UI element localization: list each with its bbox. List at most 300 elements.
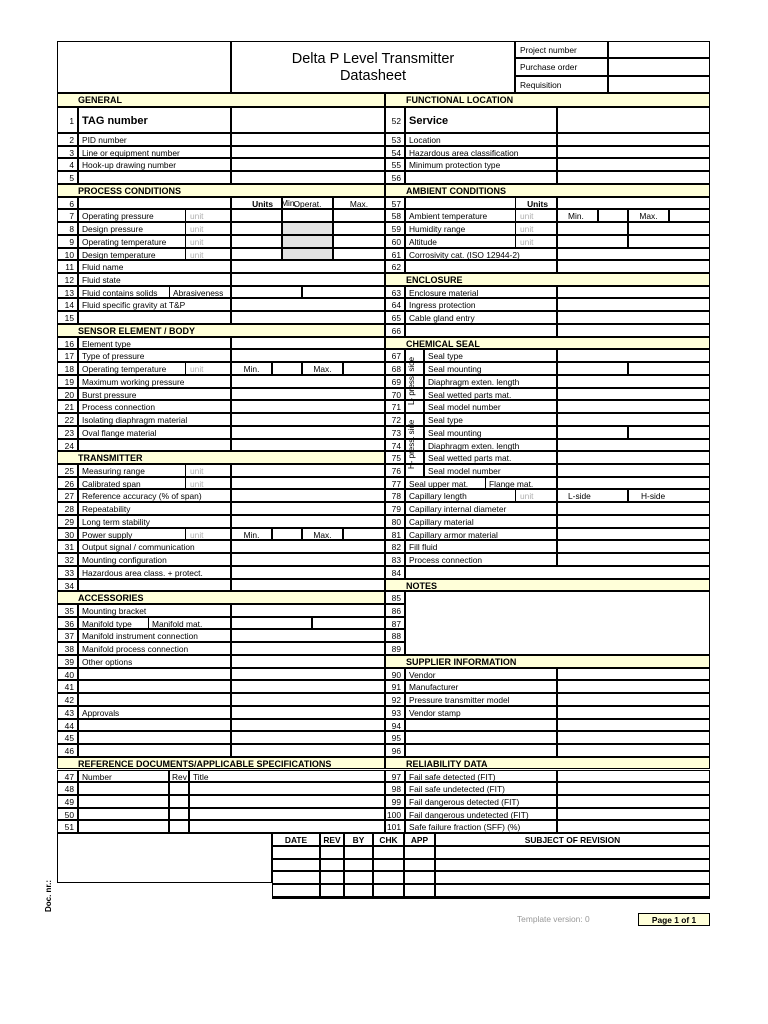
row-label: Minimum protection type	[405, 158, 557, 171]
max-field[interactable]	[628, 235, 710, 248]
value-field[interactable]	[557, 362, 628, 375]
value-field[interactable]	[557, 477, 710, 490]
value-field[interactable]	[557, 413, 710, 426]
row-number: 72	[385, 413, 405, 426]
row-label: Type of pressure	[78, 349, 231, 362]
min-label: Min.	[231, 362, 272, 375]
min-field[interactable]	[231, 235, 282, 248]
unit-field[interactable]: unit	[185, 222, 231, 235]
value-field[interactable]	[231, 273, 385, 286]
value-field[interactable]	[231, 439, 385, 452]
row-number: 27	[57, 489, 78, 502]
value-field[interactable]	[557, 286, 710, 299]
value-field[interactable]	[231, 413, 385, 426]
revision-cell[interactable]	[272, 846, 320, 859]
project-field-value[interactable]	[608, 58, 710, 75]
row-number: 58	[385, 209, 405, 222]
max-field[interactable]	[333, 235, 385, 248]
value-field[interactable]	[557, 528, 710, 541]
row-label: Seal type	[424, 349, 557, 362]
value-field[interactable]	[557, 795, 710, 808]
operat-field[interactable]	[282, 235, 333, 248]
project-field-label: Project number	[515, 41, 608, 58]
section-header-sensor-element: SENSOR ELEMENT / BODY	[57, 324, 385, 337]
value-field[interactable]	[628, 362, 710, 375]
row-number: 47	[57, 770, 78, 783]
revision-cell[interactable]	[344, 871, 373, 884]
value-field[interactable]	[312, 617, 385, 630]
row-number: 66	[385, 324, 405, 337]
value-field[interactable]	[231, 502, 385, 515]
value-field[interactable]	[557, 324, 710, 337]
value-field[interactable]	[557, 107, 710, 134]
row-number: 23	[57, 426, 78, 439]
min-field[interactable]	[557, 222, 628, 235]
row-number: 98	[385, 782, 405, 795]
value-field[interactable]	[231, 680, 385, 693]
row-label: Process connection	[405, 553, 557, 566]
value-field[interactable]	[557, 680, 710, 693]
value-field[interactable]	[557, 146, 710, 159]
unit-field[interactable]: unit	[515, 235, 557, 248]
row-number: 88	[385, 629, 405, 642]
row-label: Service	[405, 107, 557, 134]
value-field[interactable]	[557, 553, 710, 566]
row-label: Maximum working pressure	[78, 375, 231, 388]
ref-number-cell	[78, 782, 169, 795]
revision-cell[interactable]	[435, 859, 710, 872]
min-field[interactable]	[272, 528, 302, 541]
row-label: Corrosivity cat. (ISO 12944-2)	[405, 248, 557, 261]
unit-field[interactable]: unit	[515, 209, 557, 222]
value-field[interactable]	[231, 731, 385, 744]
row-number: 20	[57, 388, 78, 401]
max-label: Max.	[628, 209, 669, 222]
revision-cell[interactable]	[320, 871, 344, 884]
row-label: Fluid contains solids	[78, 286, 231, 299]
min-field[interactable]	[598, 209, 628, 222]
row-label: Fluid name	[78, 260, 231, 273]
min-col-header: Min.	[281, 197, 297, 208]
row-number: 1	[57, 107, 78, 134]
row-number: 60	[385, 235, 405, 248]
revision-cell[interactable]	[373, 871, 404, 884]
row-label: Element type	[78, 337, 231, 350]
row-number: 94	[385, 719, 405, 732]
row-label	[78, 171, 231, 184]
value-field[interactable]	[231, 719, 385, 732]
row-label: Fill fluid	[405, 540, 557, 553]
row-label: Diaphragm exten. length	[424, 375, 557, 388]
value-field[interactable]	[231, 171, 385, 184]
row-number: 4	[57, 158, 78, 171]
row-label	[78, 439, 231, 452]
row-label: Location	[405, 133, 557, 146]
value-field[interactable]	[231, 553, 385, 566]
row-number: 63	[385, 286, 405, 299]
notes-field[interactable]	[405, 591, 710, 655]
revision-cell[interactable]	[320, 859, 344, 872]
value-field[interactable]	[231, 477, 385, 490]
unit-field[interactable]: unit	[515, 489, 557, 502]
row-label: Fail safe undetected (FIT)	[405, 782, 557, 795]
row-number: 61	[385, 248, 405, 261]
row-number: 55	[385, 158, 405, 171]
min-field[interactable]	[272, 362, 302, 375]
revision-cell[interactable]	[404, 859, 435, 872]
max-field[interactable]	[333, 209, 385, 222]
row-label: Fluid state	[78, 273, 231, 286]
revision-cell[interactable]	[435, 846, 710, 859]
row-label: Safe failure fraction (SFF) (%)	[405, 820, 557, 833]
row-label: Humidity range	[405, 222, 557, 235]
row-number: 14	[57, 298, 78, 311]
row-number: 77	[385, 477, 405, 490]
revision-bottom-space	[272, 897, 710, 899]
unit-field[interactable]: unit	[515, 222, 557, 235]
value-field[interactable]	[231, 706, 385, 719]
row-number: 82	[385, 540, 405, 553]
value-field[interactable]	[557, 808, 710, 821]
row-number: 43	[57, 706, 78, 719]
max-field[interactable]	[333, 222, 385, 235]
value-field[interactable]	[557, 464, 710, 477]
value-field[interactable]	[557, 133, 710, 146]
value-field[interactable]	[557, 693, 710, 706]
value-field[interactable]	[231, 133, 385, 146]
row-label: Seal wetted parts mat.	[424, 388, 557, 401]
section-header-reliability-data: RELIABILITY DATA	[385, 757, 710, 770]
max-field[interactable]	[343, 528, 385, 541]
row-number: 8	[57, 222, 78, 235]
row-label: Design temperature	[78, 248, 231, 261]
revision-cell[interactable]	[320, 884, 344, 897]
value-field[interactable]	[405, 566, 710, 579]
row-number: 5	[57, 171, 78, 184]
revision-cell[interactable]	[404, 846, 435, 859]
operat-col-header: Operat.	[282, 197, 333, 210]
value-field[interactable]	[231, 146, 385, 159]
row-label: Oval flange material	[78, 426, 231, 439]
row-label	[405, 744, 557, 757]
revision-cell[interactable]	[373, 859, 404, 872]
project-field-value[interactable]	[608, 76, 710, 93]
value-field[interactable]	[557, 439, 710, 452]
row-number: 7	[57, 209, 78, 222]
value-field[interactable]	[557, 668, 710, 681]
value-field[interactable]	[557, 388, 710, 401]
revision-cell[interactable]	[373, 846, 404, 859]
row-label: Calibrated span	[78, 477, 231, 490]
value-field[interactable]	[231, 642, 385, 655]
max-field[interactable]	[343, 362, 385, 375]
row-label: Hazardous area class. + protect.	[78, 566, 231, 579]
max-col-header: Max.	[333, 197, 385, 210]
value-field[interactable]	[231, 693, 385, 706]
section-header-chemical-seal: CHEMICAL SEAL	[385, 337, 710, 350]
revision-col-header: CHK	[373, 833, 404, 846]
row-number: 76	[385, 464, 405, 477]
row-number: 49	[57, 795, 78, 808]
row-number: 45	[57, 731, 78, 744]
value-field[interactable]	[557, 706, 710, 719]
value-field[interactable]	[557, 820, 710, 833]
value-field[interactable]	[557, 540, 710, 553]
row-number: 18	[57, 362, 78, 375]
row-label: Fail safe detected (FIT)	[405, 770, 557, 783]
revision-col-header: BY	[344, 833, 373, 846]
revision-cell[interactable]	[344, 884, 373, 897]
value-field[interactable]	[231, 375, 385, 388]
manifold-mat-field[interactable]	[231, 617, 312, 630]
value-field[interactable]	[231, 158, 385, 171]
value-field[interactable]	[231, 388, 385, 401]
revision-col-header: APP	[404, 833, 435, 846]
row-number: 74	[385, 439, 405, 452]
value-field[interactable]	[628, 426, 710, 439]
row-label: TAG number	[78, 107, 231, 134]
min-field[interactable]	[231, 222, 282, 235]
row-label: Seal mounting	[424, 426, 557, 439]
revision-cell[interactable]	[373, 884, 404, 897]
row-number: 21	[57, 400, 78, 413]
section-header-accessories: ACCESSORIES	[57, 591, 385, 604]
ref-title-cell[interactable]	[189, 782, 385, 795]
min-field[interactable]	[231, 209, 282, 222]
doc-nr-area	[57, 833, 272, 883]
l-side-label: L-side	[557, 489, 628, 502]
revision-cell[interactable]	[404, 884, 435, 897]
row-label: Isolating diaphragm material	[78, 413, 231, 426]
revision-cell[interactable]	[272, 871, 320, 884]
row-label: Manufacturer	[405, 680, 557, 693]
value-field[interactable]	[231, 540, 385, 553]
row-label	[405, 719, 557, 732]
flange-mat-label: Flange mat.	[485, 477, 557, 490]
value-field[interactable]	[557, 400, 710, 413]
unit-field[interactable]: unit	[185, 464, 231, 477]
page-number: Page 1 of 1	[638, 913, 710, 926]
value-field[interactable]	[557, 171, 710, 184]
row-number: 101	[385, 820, 405, 833]
unit-field[interactable]: unit	[185, 528, 231, 541]
revision-cell[interactable]	[272, 859, 320, 872]
value-field[interactable]	[557, 451, 710, 464]
value-field[interactable]	[557, 298, 710, 311]
row-label	[405, 171, 557, 184]
row-label: Seal upper mat.	[405, 477, 557, 490]
ref-title-cell[interactable]	[189, 820, 385, 833]
row-label: Vendor	[405, 668, 557, 681]
value-field[interactable]	[557, 744, 710, 757]
row-number: 92	[385, 693, 405, 706]
row-number: 73	[385, 426, 405, 439]
row-number: 91	[385, 680, 405, 693]
value-field[interactable]	[557, 375, 710, 388]
row-label: Manifold type	[78, 617, 231, 630]
row-label	[78, 719, 231, 732]
row-label: Altitude	[405, 235, 557, 248]
value-field[interactable]	[231, 337, 385, 350]
row-number: 51	[57, 820, 78, 833]
row-number: 71	[385, 400, 405, 413]
abrasiveness-field[interactable]	[231, 286, 302, 299]
value-field[interactable]	[231, 579, 385, 592]
project-field-value[interactable]	[608, 41, 710, 58]
ref-number-cell	[78, 820, 169, 833]
units-col-header: Units	[231, 197, 282, 210]
unit-field[interactable]: unit	[185, 362, 231, 375]
row-label: Operating temperature	[78, 362, 231, 375]
value-field[interactable]	[302, 286, 385, 299]
section-header-notes: NOTES	[385, 579, 710, 592]
value-field[interactable]	[231, 744, 385, 757]
row-label: Approvals	[78, 706, 231, 719]
value-field[interactable]	[557, 349, 710, 362]
unit-field[interactable]: unit	[185, 235, 231, 248]
value-field[interactable]	[557, 719, 710, 732]
value-field[interactable]	[231, 464, 385, 477]
value-field[interactable]	[231, 489, 385, 502]
value-field[interactable]	[231, 668, 385, 681]
row-number: 42	[57, 693, 78, 706]
value-field[interactable]	[231, 107, 385, 134]
min-field[interactable]	[557, 235, 628, 248]
row-number: 85	[385, 591, 405, 604]
row-number: 86	[385, 604, 405, 617]
value-field[interactable]	[231, 426, 385, 439]
value-field[interactable]	[557, 248, 710, 261]
value-field[interactable]	[231, 604, 385, 617]
ref-title-cell[interactable]	[189, 808, 385, 821]
row-label	[405, 324, 557, 337]
row-number: 68	[385, 362, 405, 375]
ref-number-cell	[78, 808, 169, 821]
row-number: 54	[385, 146, 405, 159]
max-label: Max.	[302, 362, 343, 375]
min-field[interactable]	[231, 248, 282, 261]
row-label: Cable gland entry	[405, 311, 557, 324]
value-field[interactable]	[557, 311, 710, 324]
unit-field[interactable]: unit	[185, 477, 231, 490]
value-field[interactable]	[231, 515, 385, 528]
row-label: Operating pressure	[78, 209, 231, 222]
value-field	[557, 197, 710, 210]
row-label: Ingress protection	[405, 298, 557, 311]
operat-field[interactable]	[282, 222, 333, 235]
row-number: 30	[57, 528, 78, 541]
row-number: 64	[385, 298, 405, 311]
row-label: Ambient temperature	[405, 209, 557, 222]
row-label: Manifold process connection	[78, 642, 231, 655]
row-label: Capillary length	[405, 489, 557, 502]
row-label: PID number	[78, 133, 231, 146]
row-label: Output signal / communication	[78, 540, 231, 553]
value-field[interactable]	[231, 400, 385, 413]
max-label: Max.	[302, 528, 343, 541]
row-number: 93	[385, 706, 405, 719]
revision-cell[interactable]	[344, 859, 373, 872]
operat-field[interactable]	[282, 209, 333, 222]
revision-cell[interactable]	[344, 846, 373, 859]
value-field[interactable]	[231, 298, 385, 311]
revision-cell[interactable]	[435, 884, 710, 897]
max-field[interactable]	[669, 209, 710, 222]
operat-field[interactable]	[282, 248, 333, 261]
value-field[interactable]	[557, 782, 710, 795]
row-number: 6	[57, 197, 78, 210]
value-field[interactable]	[557, 426, 628, 439]
row-label: Reference accuracy (% of span)	[78, 489, 231, 502]
max-field[interactable]	[628, 222, 710, 235]
value-field[interactable]	[231, 260, 385, 273]
row-label: Vendor stamp	[405, 706, 557, 719]
row-number: 9	[57, 235, 78, 248]
value-field[interactable]	[557, 770, 710, 783]
section-header-ambient-conditions: AMBIENT CONDITIONS	[385, 184, 710, 197]
row-number: 22	[57, 413, 78, 426]
row-number: 57	[385, 197, 405, 210]
row-number: 53	[385, 133, 405, 146]
value-field[interactable]	[557, 515, 710, 528]
row-label	[78, 311, 231, 324]
row-label	[405, 260, 557, 273]
value-field[interactable]	[557, 502, 710, 515]
row-number: 19	[57, 375, 78, 388]
row-number: 84	[385, 566, 405, 579]
section-header-transmitter: TRANSMITTER	[57, 451, 385, 464]
row-number: 69	[385, 375, 405, 388]
row-number: 39	[57, 655, 78, 668]
revision-cell[interactable]	[404, 871, 435, 884]
row-number: 80	[385, 515, 405, 528]
row-number: 67	[385, 349, 405, 362]
row-number: 25	[57, 464, 78, 477]
revision-col-header: REV	[320, 833, 344, 846]
value-field[interactable]	[557, 158, 710, 171]
units-col-header: Units	[515, 197, 557, 210]
value-field[interactable]	[557, 731, 710, 744]
value-field[interactable]	[231, 629, 385, 642]
abrasiveness-label: Abrasiveness	[169, 286, 231, 299]
ref-title-cell[interactable]	[189, 795, 385, 808]
revision-cell[interactable]	[435, 871, 710, 884]
unit-field[interactable]: unit	[185, 209, 231, 222]
revision-cell[interactable]	[320, 846, 344, 859]
row-number: 10	[57, 248, 78, 261]
row-number: 26	[57, 477, 78, 490]
value-field[interactable]	[231, 566, 385, 579]
unit-field[interactable]: unit	[185, 248, 231, 261]
row-number: 37	[57, 629, 78, 642]
ref-title-cell[interactable]: Title	[189, 770, 385, 783]
section-header-supplier-information: SUPPLIER INFORMATION	[385, 655, 710, 668]
row-label: Other options	[78, 655, 231, 668]
value-field[interactable]	[557, 260, 710, 273]
row-label: Capillary internal diameter	[405, 502, 557, 515]
max-field[interactable]	[333, 248, 385, 261]
page-title: Delta P Level Transmitter	[291, 51, 455, 67]
revision-cell[interactable]	[272, 884, 320, 897]
value-field[interactable]	[231, 655, 385, 668]
row-label: Pressure transmitter model	[405, 693, 557, 706]
row-number: 16	[57, 337, 78, 350]
value-field[interactable]	[231, 311, 385, 324]
l-press-side-label: L- press. side	[407, 357, 416, 406]
ref-rev-cell	[169, 808, 189, 821]
datasheet-form	[44, 41, 710, 925]
value-field[interactable]	[231, 349, 385, 362]
